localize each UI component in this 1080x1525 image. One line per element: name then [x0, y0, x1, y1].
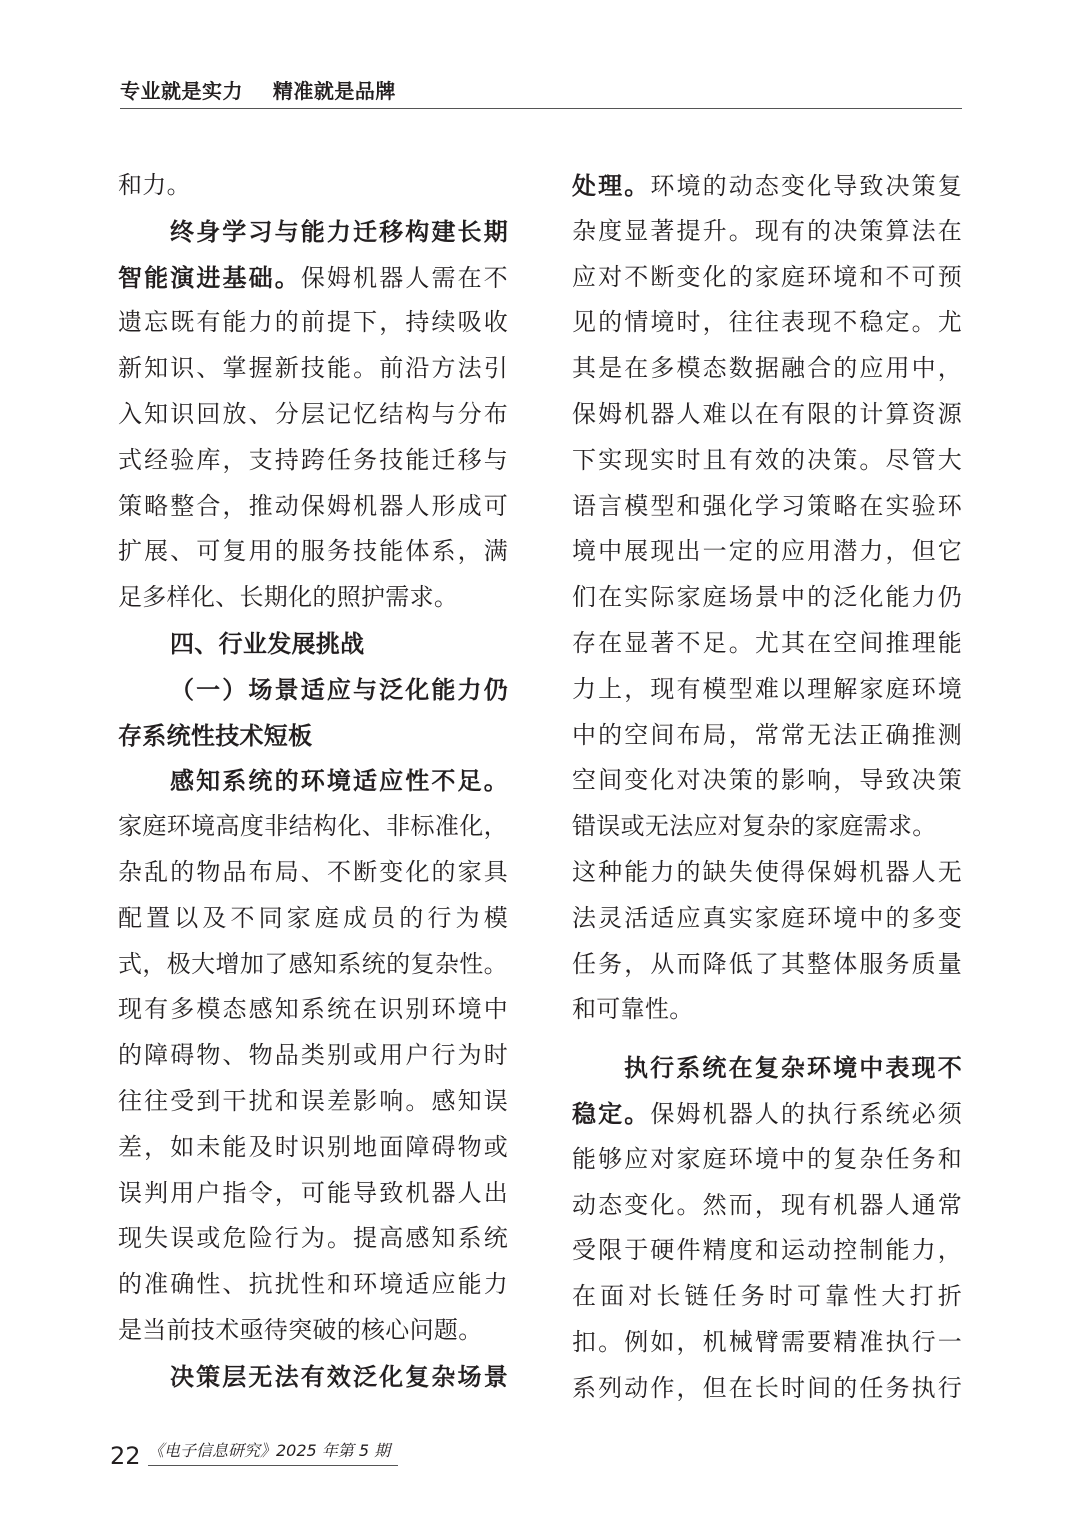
text-line: [572, 346, 962, 392]
text-run: 家庭环境高度非结构化、非标准化，: [118, 812, 508, 841]
text-line: [572, 804, 962, 850]
bold-text-run: 执行系统在复杂环境中表现不: [624, 1053, 962, 1083]
text-run: 扣。例如，机械臂需要精准执行一: [572, 1327, 962, 1356]
text-run: 策略整合，推动保姆机器人形成可: [118, 491, 508, 520]
text-line: [572, 484, 962, 530]
text-run: 见的情境时，往往表现不稳定。尤: [572, 308, 962, 337]
text-run: 保姆机器人难以在有限的计算资源: [572, 399, 962, 428]
text-line: [572, 987, 962, 1033]
bold-text-run: 存系统性技术短板: [118, 720, 313, 750]
text-run: 配置以及不同家庭成员的行为模: [118, 903, 508, 932]
journal-citation: 《电子信息研究》2025 年第 5 期: [148, 1438, 398, 1466]
text-run: 保姆机器人的执行系统必须: [650, 1099, 962, 1128]
text-line: [118, 529, 508, 575]
running-header: [120, 78, 962, 109]
text-line: [118, 575, 508, 621]
text-line: [572, 667, 962, 713]
bold-text-run: 稳定。: [572, 1098, 651, 1128]
text-run: 在面对长链任务时可靠性大打折: [572, 1282, 962, 1311]
text-run: 应对不断变化的家庭环境和不可预: [572, 262, 962, 291]
text-line: [118, 209, 508, 255]
text-run: 能够应对家庭环境中的复杂任务和: [572, 1144, 962, 1173]
text-run: 语言模型和强化学习策略在实验环: [572, 491, 962, 520]
text-line: [572, 621, 962, 667]
text-line: [572, 1228, 962, 1274]
text-line: [572, 255, 962, 301]
text-line: [118, 942, 508, 988]
text-line: [118, 758, 508, 804]
bold-text-run: 四、行业发展挑战: [170, 628, 365, 658]
text-run: 动态变化。然而，现有机器人通常: [572, 1190, 962, 1219]
text-run: 错误或无法应对复杂的家庭需求。: [572, 812, 937, 841]
text-run: 误判用户指令，可能导致机器人出: [118, 1178, 508, 1207]
text-line: [118, 300, 508, 346]
bold-text-run: （一）场景适应与泛化能力仍: [170, 674, 508, 704]
bold-text-run: 智能演进基础。: [118, 262, 301, 292]
text-line: [572, 942, 962, 988]
text-line: [118, 1308, 508, 1354]
text-line: [572, 896, 962, 942]
text-run: 力上，现有模型难以理解家庭环境: [572, 674, 962, 703]
text-line: [118, 163, 508, 209]
text-line: [118, 987, 508, 1033]
text-run: 是当前技术亟待突破的核心问题。: [118, 1315, 483, 1344]
text-run: 受限于硬件精度和运动控制能力，: [572, 1236, 962, 1265]
text-run: 的障碍物、物品类别或用户行为时: [118, 1041, 508, 1070]
text-line: [118, 1079, 508, 1125]
text-line: [118, 1354, 508, 1400]
text-line: [118, 850, 508, 896]
text-line: [118, 1262, 508, 1308]
text-line: [572, 209, 962, 255]
text-line: [572, 392, 962, 438]
text-line: [572, 1274, 962, 1320]
text-run: 差，如未能及时识别地面障碍物或: [118, 1132, 508, 1161]
text-run: 新知识、掌握新技能。前沿方法引: [118, 354, 508, 383]
text-line: [572, 163, 962, 209]
text-run: 中的空间布局，常常无法正确推测: [572, 720, 962, 749]
text-line: [572, 1366, 962, 1412]
text-line: [118, 1125, 508, 1171]
text-line: [118, 621, 508, 667]
text-run: 环境的动态变化导致决策复: [650, 172, 962, 200]
text-line: [118, 667, 508, 713]
text-line: [572, 529, 962, 575]
text-line: [572, 758, 962, 804]
text-line: [118, 438, 508, 484]
text-run: 入知识回放、分层记忆结构与分布: [118, 399, 508, 428]
text-run: 杂度显著提升。现有的决策算法在: [572, 216, 962, 245]
text-run: 境中展现出一定的应用潜力，但它: [572, 537, 962, 566]
text-run: 空间变化对决策的影响，导致决策: [572, 766, 962, 795]
text-run: 存在显著不足。尤其在空间推理能: [572, 628, 962, 657]
text-line: [118, 484, 508, 530]
left-column: [118, 163, 508, 1400]
text-line: [572, 438, 962, 484]
text-line: [572, 1137, 962, 1183]
text-run: 遗忘既有能力的前提下，持续吸收: [118, 308, 508, 337]
text-line: [118, 896, 508, 942]
text-run: 任务，从而降低了其整体服务质量: [572, 949, 962, 978]
text-run: 保姆机器人需在不: [300, 263, 508, 292]
text-line: [118, 1171, 508, 1217]
text-run: 式经验库，支持跨任务技能迁移与: [118, 445, 508, 474]
text-run: 往往受到干扰和误差影响。感知误: [118, 1086, 508, 1115]
bold-text-run: 感知系统的环境适应性不足。: [170, 766, 508, 796]
text-run: 和力。: [118, 171, 191, 199]
text-line: [572, 1183, 962, 1229]
page-number: 22: [110, 1442, 141, 1470]
text-run: 们在实际家庭场景中的泛化能力仍: [572, 583, 962, 612]
text-line: [572, 1045, 962, 1091]
text-run: 下实现实时且有效的决策。尽管大: [572, 445, 962, 474]
text-line: [118, 255, 508, 301]
bold-text-run: 处理。: [572, 171, 651, 200]
text-line: [572, 1320, 962, 1366]
text-line: [572, 850, 962, 896]
text-line: [572, 1091, 962, 1137]
text-run: 杂乱的物品布局、不断变化的家具: [118, 857, 508, 886]
text-line: [118, 346, 508, 392]
bold-text-run: 决策层无法有效泛化复杂场景: [170, 1361, 508, 1391]
text-run: 和可靠性。: [572, 995, 694, 1024]
text-line: [118, 713, 508, 759]
text-run: 现有多模态感知系统在识别环境中: [118, 995, 508, 1024]
text-line: [118, 392, 508, 438]
text-line: [118, 1033, 508, 1079]
bold-text-run: 终身学习与能力迁移构建长期: [170, 216, 508, 246]
header-slogan: 专业就是实力 精准就是品牌: [120, 79, 396, 103]
text-run: 式，极大增加了感知系统的复杂性。: [118, 949, 508, 978]
text-run: 扩展、可复用的服务技能体系，满: [118, 537, 508, 566]
right-column: [572, 163, 962, 1412]
text-line: [572, 713, 962, 759]
text-line: [572, 575, 962, 621]
text-line: [572, 300, 962, 346]
text-run: 的准确性、抗扰性和环境适应能力: [118, 1270, 508, 1299]
text-run: 现失误或危险行为。提高感知系统: [118, 1224, 508, 1253]
page-footer: [110, 1436, 410, 1476]
text-run: 系列动作，但在长时间的任务执行: [572, 1373, 962, 1402]
text-run: 这种能力的缺失使得保姆机器人无: [572, 857, 962, 886]
text-run: 其是在多模态数据融合的应用中，: [572, 354, 962, 383]
text-run: 法灵活适应真实家庭环境中的多变: [572, 903, 962, 932]
text-line: [118, 1216, 508, 1262]
text-run: 足多样化、长期化的照护需求。: [118, 583, 459, 612]
paragraph-gap: [572, 1033, 962, 1045]
text-line: [118, 804, 508, 850]
